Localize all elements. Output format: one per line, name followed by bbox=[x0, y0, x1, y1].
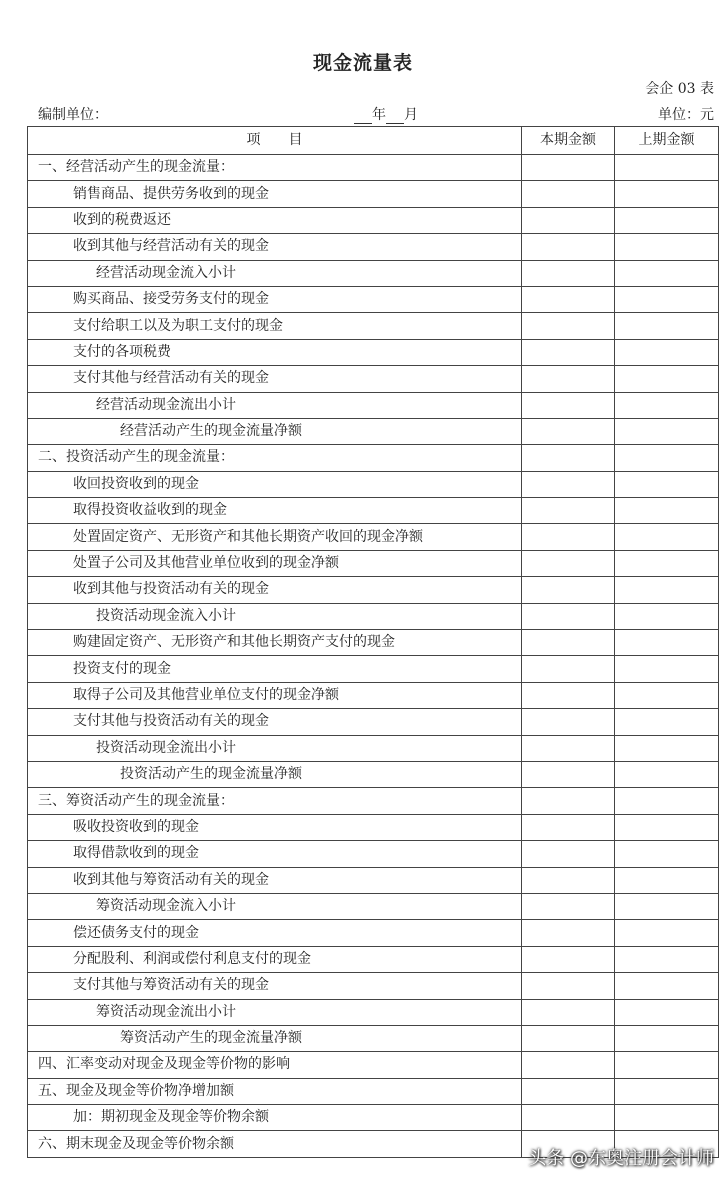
table-row bbox=[28, 603, 719, 629]
row-label: 支付其他与筹资活动有关的现金 bbox=[28, 973, 522, 999]
table-row bbox=[28, 630, 719, 656]
current-amount-cell bbox=[522, 682, 615, 708]
row-label: 处置固定资产、无形资产和其他长期资产收回的现金净额 bbox=[28, 524, 522, 550]
current-amount-cell bbox=[522, 366, 615, 392]
row-label: 购买商品、接受劳务支付的现金 bbox=[28, 286, 522, 312]
table-row bbox=[28, 366, 719, 392]
table-row bbox=[28, 788, 719, 814]
previous-amount-cell bbox=[615, 603, 719, 629]
table-row bbox=[28, 735, 719, 761]
month-blank bbox=[386, 109, 404, 124]
table-row bbox=[28, 577, 719, 603]
row-label: 处置子公司及其他营业单位收到的现金净额 bbox=[28, 550, 522, 576]
previous-amount-cell bbox=[615, 893, 719, 919]
row-label: 吸收投资收到的现金 bbox=[28, 814, 522, 840]
current-amount-cell bbox=[522, 260, 615, 286]
previous-amount-cell bbox=[615, 366, 719, 392]
table-row bbox=[28, 761, 719, 787]
row-label: 四、汇率变动对现金及现金等价物的影响 bbox=[28, 1052, 522, 1078]
row-label: 销售商品、提供劳务收到的现金 bbox=[28, 181, 522, 207]
previous-amount-cell bbox=[615, 735, 719, 761]
row-label: 收回投资收到的现金 bbox=[28, 471, 522, 497]
row-label: 支付其他与投资活动有关的现金 bbox=[28, 709, 522, 735]
table-row bbox=[28, 682, 719, 708]
year-blank bbox=[354, 109, 372, 124]
current-amount-cell bbox=[522, 418, 615, 444]
previous-amount-cell bbox=[615, 234, 719, 260]
table-row bbox=[28, 207, 719, 233]
previous-amount-cell bbox=[615, 471, 719, 497]
current-amount-cell bbox=[522, 445, 615, 471]
row-label: 二、投资活动产生的现金流量： bbox=[28, 445, 522, 471]
previous-amount-cell bbox=[615, 392, 719, 418]
previous-amount-cell bbox=[615, 498, 719, 524]
current-amount-cell bbox=[522, 550, 615, 576]
row-label: 购建固定资产、无形资产和其他长期资产支付的现金 bbox=[28, 630, 522, 656]
previous-amount-cell bbox=[615, 867, 719, 893]
current-amount-cell bbox=[522, 181, 615, 207]
table-row bbox=[28, 946, 719, 972]
table-row bbox=[28, 260, 719, 286]
row-label: 收到其他与筹资活动有关的现金 bbox=[28, 867, 522, 893]
table-row bbox=[28, 841, 719, 867]
row-label: 分配股利、利润或偿付利息支付的现金 bbox=[28, 946, 522, 972]
header-item: 项 目 bbox=[28, 127, 522, 155]
previous-amount-cell bbox=[615, 630, 719, 656]
table-row bbox=[28, 1052, 719, 1078]
table-row bbox=[28, 313, 719, 339]
current-amount-cell bbox=[522, 999, 615, 1025]
row-label: 取得借款收到的现金 bbox=[28, 841, 522, 867]
current-amount-cell bbox=[522, 814, 615, 840]
form-code: 会企 03 表 bbox=[645, 81, 714, 97]
previous-amount-cell bbox=[615, 418, 719, 444]
current-amount-cell bbox=[522, 709, 615, 735]
row-label: 偿还债务支付的现金 bbox=[28, 920, 522, 946]
row-label: 一、经营活动产生的现金流量： bbox=[28, 155, 522, 181]
current-amount-cell bbox=[522, 973, 615, 999]
previous-amount-cell bbox=[615, 445, 719, 471]
table-row bbox=[28, 1078, 719, 1104]
previous-amount-cell bbox=[615, 814, 719, 840]
row-label: 支付其他与经营活动有关的现金 bbox=[28, 366, 522, 392]
previous-amount-cell bbox=[615, 524, 719, 550]
current-amount-cell bbox=[522, 630, 615, 656]
cash-flow-table bbox=[27, 126, 719, 1158]
table-row bbox=[28, 445, 719, 471]
row-label: 投资支付的现金 bbox=[28, 656, 522, 682]
current-amount-cell bbox=[522, 1052, 615, 1078]
header-row bbox=[28, 127, 719, 155]
table-row bbox=[28, 339, 719, 365]
current-amount-cell bbox=[522, 867, 615, 893]
previous-amount-cell bbox=[615, 260, 719, 286]
current-amount-cell bbox=[522, 313, 615, 339]
previous-amount-cell bbox=[615, 339, 719, 365]
current-amount-cell bbox=[522, 841, 615, 867]
row-label: 收到的税费返还 bbox=[28, 207, 522, 233]
table-row bbox=[28, 867, 719, 893]
previous-amount-cell bbox=[615, 577, 719, 603]
previous-amount-cell bbox=[615, 286, 719, 312]
current-amount-cell bbox=[522, 1105, 615, 1131]
previous-amount-cell bbox=[615, 181, 719, 207]
current-amount-cell bbox=[522, 735, 615, 761]
row-label: 投资活动现金流入小计 bbox=[28, 603, 522, 629]
watermark: 头条 @东奥注册会计师 bbox=[528, 1148, 714, 1169]
previous-amount-cell bbox=[615, 946, 719, 972]
row-label: 经营活动现金流入小计 bbox=[28, 260, 522, 286]
month-suffix: 月 bbox=[404, 107, 418, 123]
table-row bbox=[28, 709, 719, 735]
current-amount-cell bbox=[522, 155, 615, 181]
table-row bbox=[28, 1105, 719, 1131]
table-row bbox=[28, 550, 719, 576]
current-amount-cell bbox=[522, 946, 615, 972]
compiler-label: 编制单位： bbox=[38, 107, 108, 123]
table-row bbox=[28, 1025, 719, 1051]
row-label: 筹资活动产生的现金流量净额 bbox=[28, 1025, 522, 1051]
current-amount-cell bbox=[522, 920, 615, 946]
table-row bbox=[28, 973, 719, 999]
table-row bbox=[28, 286, 719, 312]
row-label: 加：期初现金及现金等价物余额 bbox=[28, 1105, 522, 1131]
year-suffix: 年 bbox=[372, 107, 386, 123]
table-row bbox=[28, 814, 719, 840]
current-amount-cell bbox=[522, 603, 615, 629]
current-amount-cell bbox=[522, 761, 615, 787]
table-row bbox=[28, 471, 719, 497]
current-amount-cell bbox=[522, 339, 615, 365]
header-current: 本期金额 bbox=[522, 127, 615, 155]
row-label: 经营活动现金流出小计 bbox=[28, 392, 522, 418]
meta-row bbox=[38, 104, 714, 124]
current-amount-cell bbox=[522, 498, 615, 524]
previous-amount-cell bbox=[615, 1105, 719, 1131]
previous-amount-cell bbox=[615, 656, 719, 682]
page-title: 现金流量表 bbox=[312, 52, 413, 74]
current-amount-cell bbox=[522, 392, 615, 418]
previous-amount-cell bbox=[615, 973, 719, 999]
previous-amount-cell bbox=[615, 788, 719, 814]
table-row bbox=[28, 920, 719, 946]
previous-amount-cell bbox=[615, 709, 719, 735]
row-label: 投资活动现金流出小计 bbox=[28, 735, 522, 761]
current-amount-cell bbox=[522, 893, 615, 919]
table-row bbox=[28, 893, 719, 919]
previous-amount-cell bbox=[615, 682, 719, 708]
row-label: 取得子公司及其他营业单位支付的现金净额 bbox=[28, 682, 522, 708]
current-amount-cell bbox=[522, 788, 615, 814]
previous-amount-cell bbox=[615, 1078, 719, 1104]
table-row bbox=[28, 418, 719, 444]
row-label: 六、期末现金及现金等价物余额 bbox=[28, 1131, 522, 1157]
header-previous: 上期金额 bbox=[615, 127, 719, 155]
current-amount-cell bbox=[522, 471, 615, 497]
table-row bbox=[28, 234, 719, 260]
table-row bbox=[28, 656, 719, 682]
row-label: 收到其他与投资活动有关的现金 bbox=[28, 577, 522, 603]
period-field bbox=[354, 104, 418, 124]
previous-amount-cell bbox=[615, 207, 719, 233]
current-amount-cell bbox=[522, 286, 615, 312]
table-body bbox=[28, 155, 719, 1158]
row-label: 支付的各项税费 bbox=[28, 339, 522, 365]
previous-amount-cell bbox=[615, 761, 719, 787]
previous-amount-cell bbox=[615, 920, 719, 946]
row-label: 经营活动产生的现金流量净额 bbox=[28, 418, 522, 444]
previous-amount-cell bbox=[615, 550, 719, 576]
row-label: 收到其他与经营活动有关的现金 bbox=[28, 234, 522, 260]
current-amount-cell bbox=[522, 656, 615, 682]
current-amount-cell bbox=[522, 577, 615, 603]
row-label: 取得投资收益收到的现金 bbox=[28, 498, 522, 524]
table-row bbox=[28, 524, 719, 550]
table-row bbox=[28, 999, 719, 1025]
previous-amount-cell bbox=[615, 313, 719, 339]
current-amount-cell bbox=[522, 524, 615, 550]
row-label: 支付给职工以及为职工支付的现金 bbox=[28, 313, 522, 339]
row-label: 筹资活动现金流入小计 bbox=[28, 893, 522, 919]
row-label: 投资活动产生的现金流量净额 bbox=[28, 761, 522, 787]
row-label: 五、现金及现金等价物净增加额 bbox=[28, 1078, 522, 1104]
previous-amount-cell bbox=[615, 841, 719, 867]
row-label: 三、筹资活动产生的现金流量： bbox=[28, 788, 522, 814]
table-row bbox=[28, 498, 719, 524]
table-row bbox=[28, 392, 719, 418]
table-row bbox=[28, 181, 719, 207]
current-amount-cell bbox=[522, 1078, 615, 1104]
previous-amount-cell bbox=[615, 999, 719, 1025]
current-amount-cell bbox=[522, 1025, 615, 1051]
table-row bbox=[28, 155, 719, 181]
previous-amount-cell bbox=[615, 155, 719, 181]
current-amount-cell bbox=[522, 234, 615, 260]
previous-amount-cell bbox=[615, 1025, 719, 1051]
row-label: 筹资活动现金流出小计 bbox=[28, 999, 522, 1025]
current-amount-cell bbox=[522, 207, 615, 233]
previous-amount-cell bbox=[615, 1052, 719, 1078]
unit-label: 单位：元 bbox=[658, 107, 714, 123]
